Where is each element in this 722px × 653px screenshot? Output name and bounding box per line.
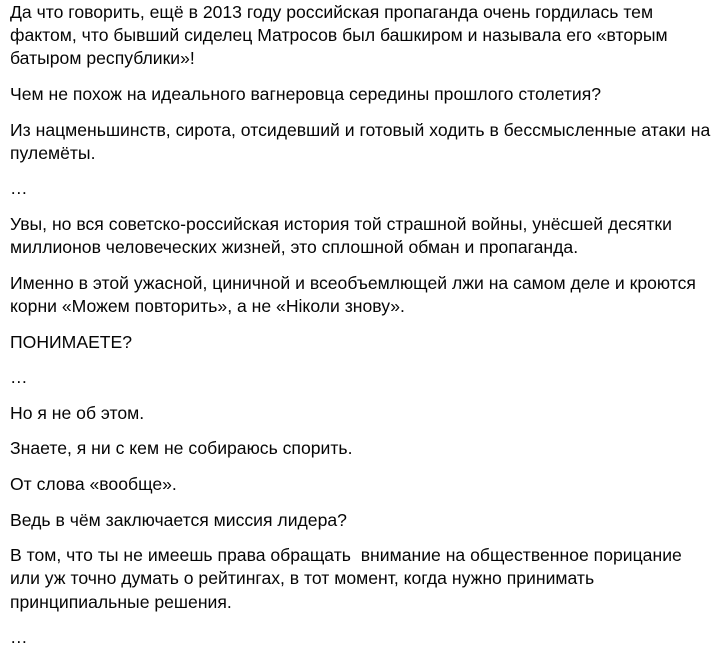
paragraph-3: Из нацменьшинств, сирота, отсидевший и готовый ходить в бессмысленные атаки на пулемёты. <box>10 119 716 163</box>
paragraph-7: Но я не об этом. <box>10 402 145 423</box>
paragraph-1: Да что говорить, ещё в 2013 году российская пропаганда очень гордилась тем фактом, что бывший сиделец Матросов был башкиром и называла его «вторым батыром республики»! <box>10 2 673 69</box>
paragraph-6: ПОНИМАЕТЕ? <box>10 331 133 352</box>
paragraph-4: Увы, но вся советско-российская история той страшной войны, унёсшей десятки миллионов человеческих жизней, это сплошной обман и пропаганда. <box>10 213 677 258</box>
ellipsis-1: … <box>10 178 28 199</box>
paragraph-8: Знаете, я ни с кем не собираюсь спорить. <box>10 438 353 459</box>
ellipsis-3: … <box>10 627 28 648</box>
ellipsis-2: … <box>10 367 28 388</box>
paragraph-9: От слова «вообще». <box>10 473 177 494</box>
paragraph-10: Ведь в чём заключается миссия лидера? <box>10 509 347 530</box>
paragraph-11: В том, что ты не имеешь права обращать внимание на общественное порицание или уж точно думать о рейтингах, в тот момент, когда нужно принимать принципиальные решения. <box>10 545 687 612</box>
paragraph-5: Именно в этой ужасной, циничной и всеобъемлющей лжи на самом деле и кроются корни «Можем повторить», а не «Ніколи знову». <box>10 272 701 316</box>
paragraph-2: Чем не похож на идеального вагнеровца середины прошлого столетия? <box>10 84 602 104</box>
